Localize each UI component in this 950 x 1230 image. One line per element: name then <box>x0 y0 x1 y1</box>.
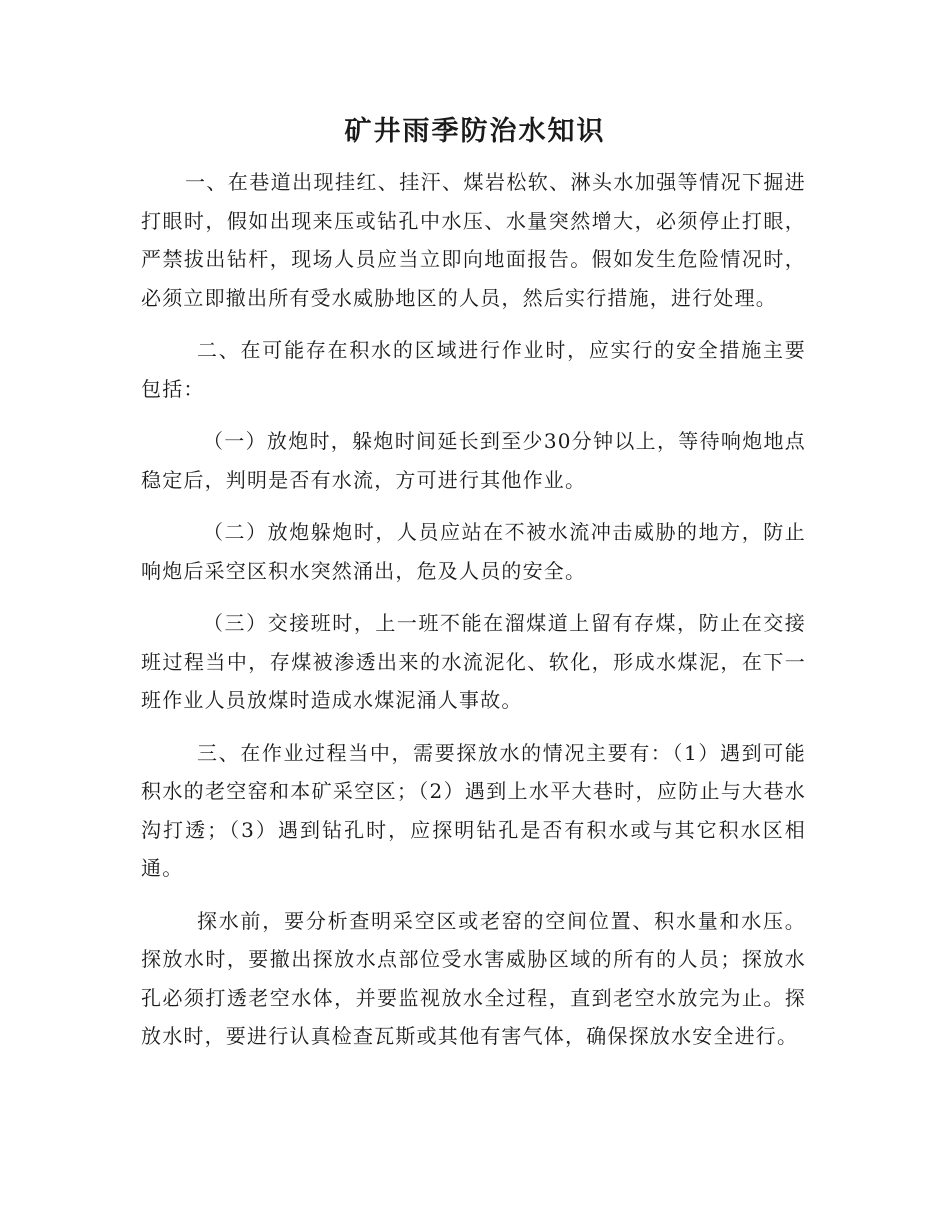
paragraph-subsection-3: （三）交接班时，上一班不能在溜煤道上留有存煤，防止在交接班过程当中，存煤被渗透出来的水流泥化、软化，形成水煤泥，在下一班作业人员放煤时造成水煤泥涌人事故。 <box>141 611 806 712</box>
paragraph-section-3: 三、在作业过程当中，需要探放水的情况主要有：（1）遇到可能积水的老空窑和本矿采空区；（2）遇到上水平大巷时，应防止与大巷水沟打透；（3）遇到钻孔时，应探明钻孔是否有积水或与其它积水区相通。 <box>141 740 806 880</box>
document-title: 矿井雨季防治水知识 <box>344 116 606 147</box>
paragraph-probe-water: 探水前，要分析查明采空区或老窑的空间位置、积水量和水压。探放水时，要撤出探放水点部位受水害威胁区域的所有的人员；探放水孔必须打透老空水体，并要监视放水全过程，直到老空水放完为止。探放水时，要进行认真检查瓦斯或其他有害气体，确保探放水安全进行。 <box>141 908 806 1048</box>
paragraph-section-2: 二、在可能存在积水的区域进行作业时，应实行的安全措施主要包括： <box>141 338 806 401</box>
paragraph-section-1: 一、在巷道出现挂红、挂汗、煤岩松软、淋头水加强等情况下掘进打眼时，假如出现来压或钻孔中水压、水量突然增大，必须停止打眼，严禁拔出钻杆，现场人员应当立即向地面报告。假如发生危险情况时，必须立即撤出所有受水威胁地区的人员，然后实行措施，进行处理。 <box>141 170 806 310</box>
paragraph-subsection-2: （二）放炮躲炮时，人员应站在不被水流冲击威胁的地方，防止响炮后采空区积水突然涌出，危及人员的安全。 <box>141 520 806 583</box>
paragraph-subsection-1: （一）放炮时，躲炮时间延长到至少30分钟以上，等待响炮地点稳定后，判明是否有水流，方可进行其他作业。 <box>141 429 806 492</box>
document-body <box>141 163 806 1056</box>
